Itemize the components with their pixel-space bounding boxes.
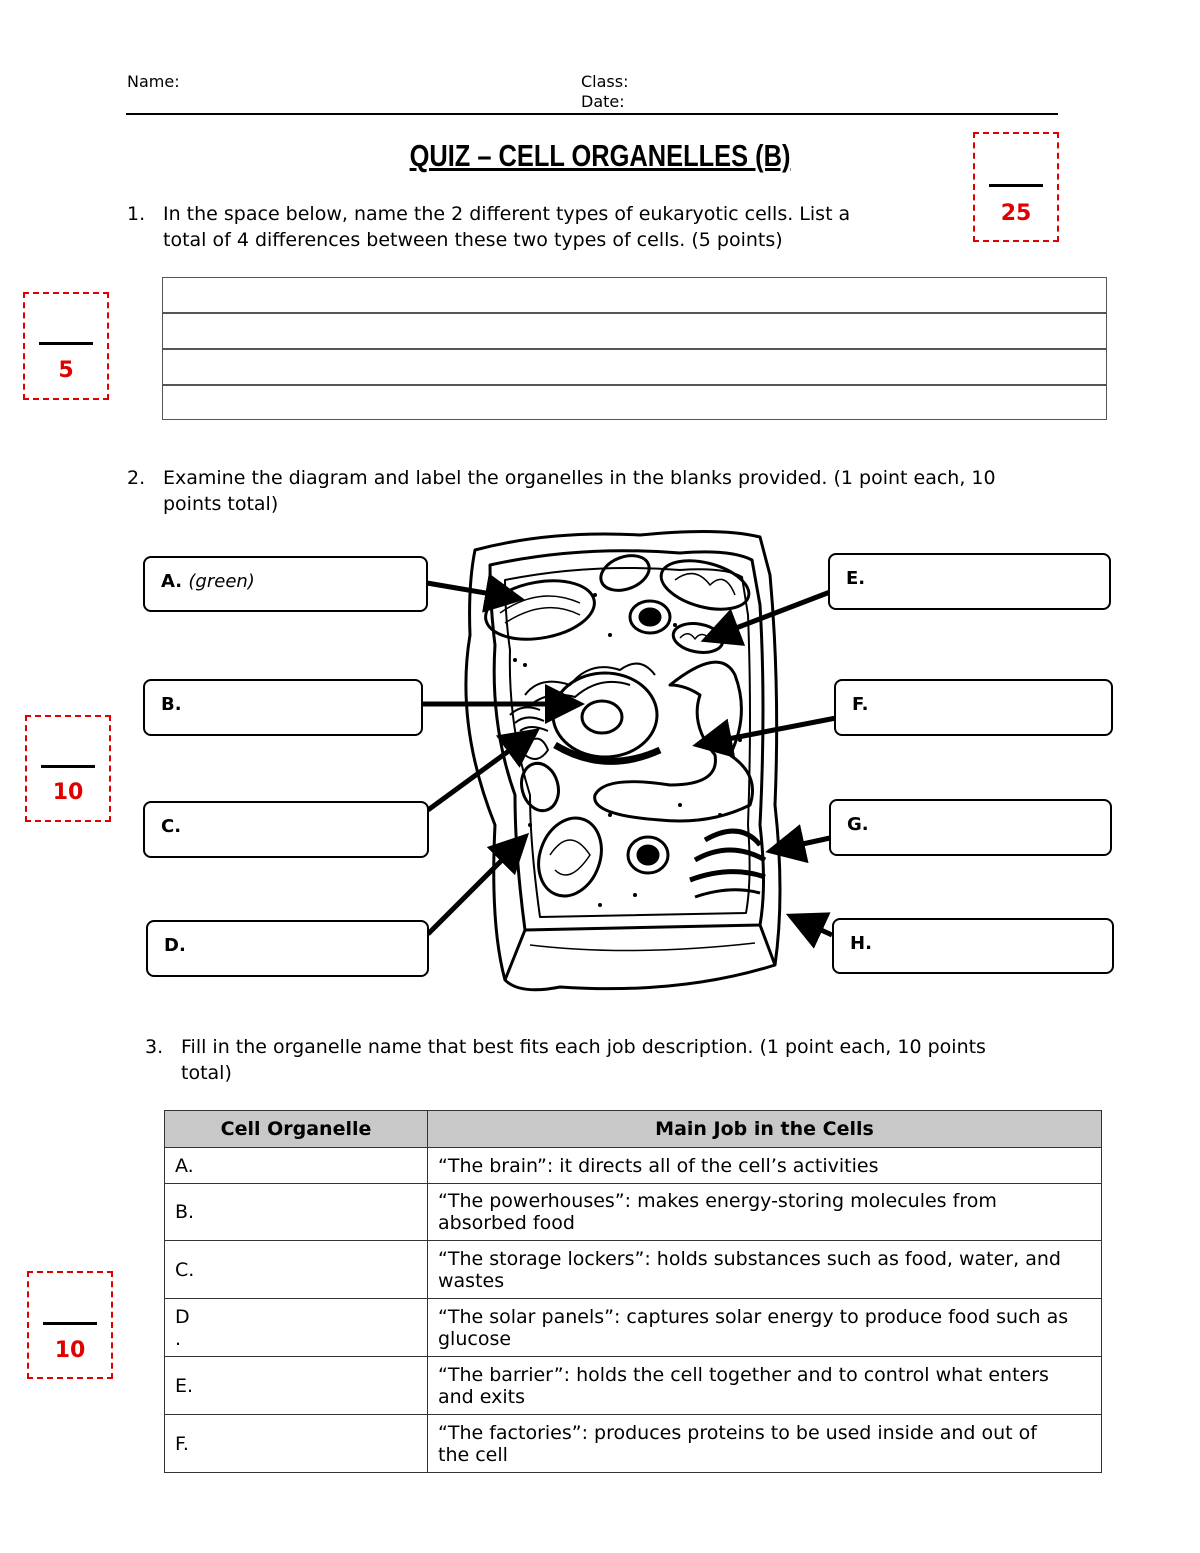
table-row — [165, 1241, 1102, 1299]
job-cell — [428, 1357, 1102, 1415]
question-3 — [145, 1034, 1095, 1094]
job-text: absorbed food — [438, 1212, 575, 1234]
label-letter: D. — [164, 935, 186, 956]
label-letter: C. — [161, 816, 182, 837]
class-label: Class: — [581, 72, 629, 91]
table-header-row — [165, 1111, 1102, 1148]
organelle-answer-cell[interactable] — [165, 1184, 428, 1241]
label-letter: E. — [846, 568, 866, 589]
row-letter-period: . — [175, 1327, 182, 1350]
date-label: Date: — [581, 92, 625, 111]
row-letter: B. — [175, 1201, 195, 1223]
organelle-answer-cell[interactable] — [165, 1299, 428, 1357]
question-text-line1: Examine the diagram and label the organelles in the blanks provided. (1 point each, 10 — [163, 467, 996, 489]
label-letter: H. — [850, 933, 872, 954]
table-row — [165, 1299, 1102, 1357]
q1-score: 5 — [58, 358, 74, 383]
job-cell — [428, 1299, 1102, 1357]
job-text: the cell — [438, 1443, 508, 1466]
label-box-a[interactable] — [143, 556, 428, 612]
label-box-b[interactable] — [143, 679, 423, 736]
job-cell — [428, 1148, 1102, 1184]
table-row — [165, 1148, 1102, 1184]
job-cell — [428, 1241, 1102, 1299]
label-letter: A. — [161, 571, 183, 592]
question-number: 3. — [145, 1036, 164, 1058]
question-text-line2: total of 4 differences between these two types of cells. (5 points) — [163, 229, 783, 251]
row-letter: D — [175, 1305, 190, 1328]
label-box-c[interactable] — [143, 801, 429, 858]
question-text-line1: Fill in the organelle name that best fits each job description. (1 point each, 10 points — [181, 1036, 986, 1058]
total-score: 25 — [1000, 201, 1032, 226]
job-cell — [428, 1415, 1102, 1473]
column-header: Cell Organelle — [165, 1111, 428, 1148]
table-row — [165, 1357, 1102, 1415]
row-letter: F. — [175, 1432, 189, 1455]
job-text: “The factories”: produces proteins to be used inside and out of — [438, 1421, 1037, 1444]
question-text-line2: points total) — [163, 493, 279, 515]
quiz-title: QUIZ – CELL ORGANELLES (B) — [409, 138, 791, 173]
q2-score: 10 — [52, 780, 84, 805]
label-box-g[interactable] — [829, 799, 1112, 856]
job-text: glucose — [438, 1327, 512, 1350]
job-cell — [428, 1184, 1102, 1241]
organelle-answer-cell[interactable] — [165, 1357, 428, 1415]
question-text-line2: total) — [181, 1062, 232, 1084]
q3-score: 10 — [54, 1338, 86, 1363]
job-text: and exits — [438, 1385, 526, 1408]
organelle-answer-cell[interactable] — [165, 1241, 428, 1299]
label-box-e[interactable] — [828, 553, 1111, 610]
table-row — [165, 1184, 1102, 1241]
organelle-job-table — [164, 1110, 1102, 1473]
job-text: “The powerhouses”: makes energy-storing molecules from — [438, 1190, 997, 1212]
row-letter: C. — [175, 1258, 195, 1281]
question-number: 2. — [127, 467, 146, 489]
row-letter: E. — [175, 1374, 194, 1397]
label-box-f[interactable] — [834, 679, 1113, 736]
job-text: “The brain”: it directs all of the cell’s activities — [438, 1154, 879, 1177]
job-text: wastes — [438, 1269, 505, 1292]
job-text: “The barrier”: holds the cell together and to control what enters — [438, 1363, 1049, 1386]
question-text-line1: In the space below, name the 2 different types of eukaryotic cells. List a — [163, 203, 851, 225]
name-label: Name: — [127, 72, 180, 91]
column-header: Main Job in the Cells — [428, 1111, 1102, 1148]
organelle-answer-cell[interactable] — [165, 1148, 428, 1184]
label-hint: (green) — [188, 571, 255, 592]
job-text: “The storage lockers”: holds substances such as food, water, and — [438, 1247, 1061, 1270]
question-number: 1. — [127, 203, 146, 225]
row-letter: A. — [175, 1154, 194, 1177]
q3-score-box — [27, 1271, 113, 1379]
label-letter: F. — [852, 694, 869, 715]
label-box-h[interactable] — [832, 918, 1114, 974]
job-text: “The solar panels”: captures solar energy to produce food such as — [438, 1305, 1069, 1328]
score-line — [43, 1322, 97, 1325]
label-letter: B. — [161, 694, 182, 715]
label-letter: G. — [847, 814, 869, 835]
table-row — [165, 1415, 1102, 1473]
organelle-answer-cell[interactable] — [165, 1415, 428, 1473]
label-box-d[interactable] — [146, 920, 429, 977]
